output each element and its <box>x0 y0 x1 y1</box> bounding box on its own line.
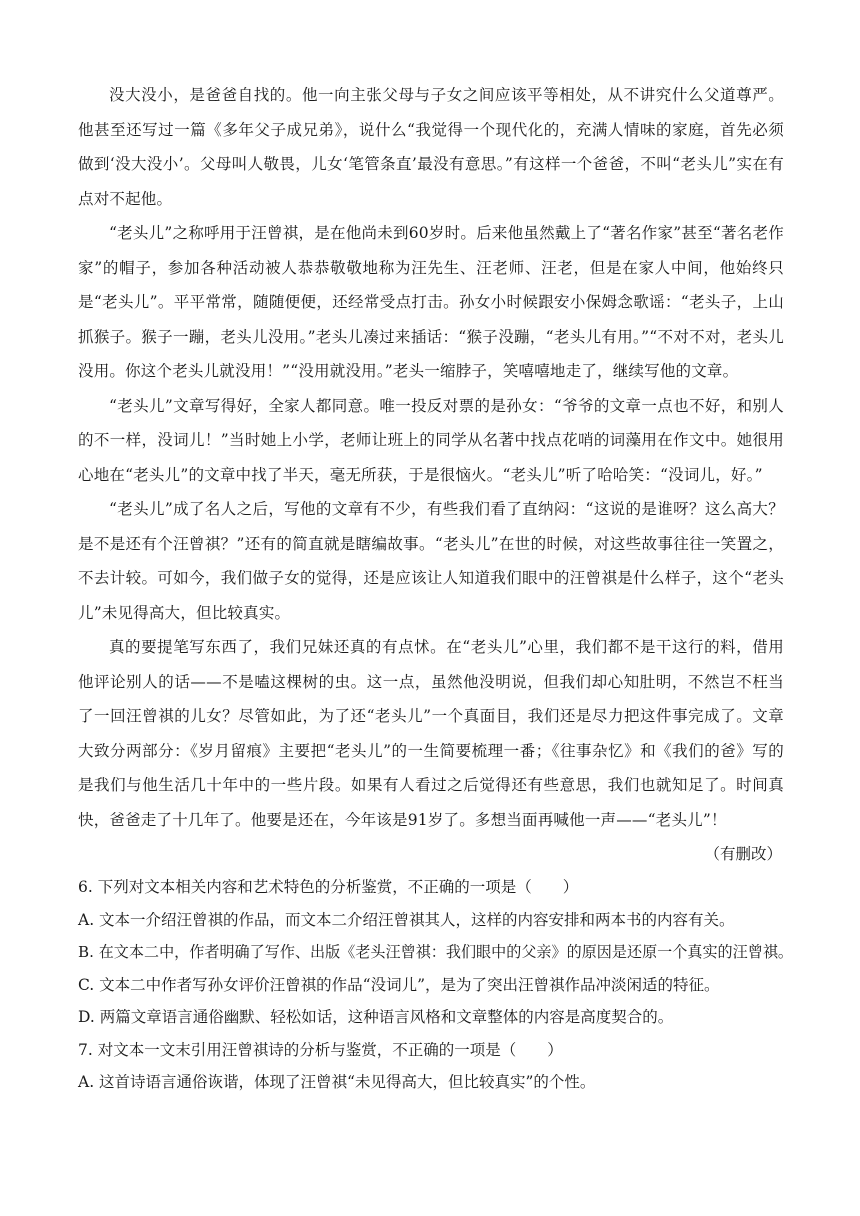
question-6-stem: 6. 下列对文本相关内容和艺术特色的分析鉴赏，不正确的一项是（ ） <box>78 878 579 896</box>
paragraph: “老头儿”成了名人之后，写他的文章有不少，有些我们看了直纳闷：“这说的是谁呀？这么高大？是不是还有个汪曾祺？”还有的简直就是瞎编故事。“老头儿”在世的时候，对这些故事往往一笑置之，不去计较。可如今，我们做子女的觉得，还是应该让人知道我们眼中的汪曾祺是什么样子，这个“老头儿”未见得高大，但比较真实。 <box>78 500 784 622</box>
question-6-option-d: D. 两篇文章语言通俗幽默、轻松如话，这种语言风格和文章整体的内容是高度契合的。 <box>78 1008 674 1026</box>
paragraph: “老头儿”文章写得好，全家人都同意。唯一投反对票的是孙女：“爷爷的文章一点也不好，和别人的不一样，没词儿！”当时她上小学，老师让班上的同学从名著中找点花哨的词藻用在作文中。她很用心地在“老头儿”的文章中找了半天，毫无所获，于是很恼火。“老头儿”听了哈哈笑：“没词儿，好。” <box>78 396 784 484</box>
question-6-option-a: A. 文本一介绍汪曾祺的作品，而文本二介绍汪曾祺其人，这样的内容安排和两本书的内容有关。 <box>78 910 735 929</box>
paragraph: 真的要提笔写东西了，我们兄妹还真的有点怵。在“老头儿”心里，我们都不是干这行的料，借用他评论别人的话——不是嗑这棵树的虫。这一点，虽然他没明说，但我们却心知肚明，不然岂不枉当了一回汪曾祺的儿女？尽管如此，为了还“老头儿”一个真面目，我们还是尽力把这件事完成了。文章大致分两部分：《岁月留痕》主要把“老头儿”的一生简要梳理一番；《往事杂忆》和《我们的爸》写的是我们与他生活几十年中的一些片段。如果有人看过之后觉得还有些意思，我们也就知足了。时间真快，爸爸走了十几年了。他要是还在，今年该是91岁了。多想当面再喊他一声——“老头儿”！ <box>78 638 784 829</box>
question-7-stem: 7. 对文本一文末引用汪曾祺诗的分析与鉴赏，不正确的一项是（ ） <box>78 1040 563 1059</box>
paragraph: 没大没小，是爸爸自找的。他一向主张父母与子女之间应该平等相处，从不讲究什么父道尊严。他甚至还写过一篇《多年父子成兄弟》，说什么“我觉得一个现代化的，充满人情味的家庭，首先必须做到‘没大没小’。父母叫人敬畏，儿女‘笔管条直’最没有意思。”有这样一个爸爸，不叫“老头儿”实在有点对不起他。 <box>78 86 784 208</box>
paragraph: “老头儿”之称呼用于汪曾祺，是在他尚未到60岁时。后来他虽然戴上了“著名作家”甚至“著名老作家”的帽子，参加各种活动被人恭恭敬敬地称为汪先生、汪老师、汪老，但是在家人中间，他始终只是“老头儿”。平平常常，随随便便，还经常受点打击。孙女小时候跟安小保姆念歌谣：“老头子，上山抓猴子。猴子一蹦，老头儿没用。”老头儿凑过来插话：“猴子没蹦，“老头儿有用。”“不对不对，老头儿没用。你这个老头儿就没用！”“没用就没用。”老头一缩脖子，笑嘻嘻地走了，继续写他的文章。 <box>78 224 784 380</box>
question-6-option-c: C. 文本二中作者写孙女评价汪曾祺的作品“没词儿”，是为了突出汪曾祺作品冲淡闲适的特征。 <box>78 975 720 994</box>
document-page <box>78 78 794 1099</box>
source-note: （有删改） <box>704 845 782 863</box>
question-7-option-a: A. 这首诗语言通俗诙谐，体现了汪曾祺“未见得高大，但比较真实”的个性。 <box>78 1073 596 1091</box>
question-6-option-b: B. 在文本二中，作者明确了写作、出版《老头汪曾祺：我们眼中的父亲》的原因是还原一个真实的汪曾祺。 <box>78 943 794 961</box>
